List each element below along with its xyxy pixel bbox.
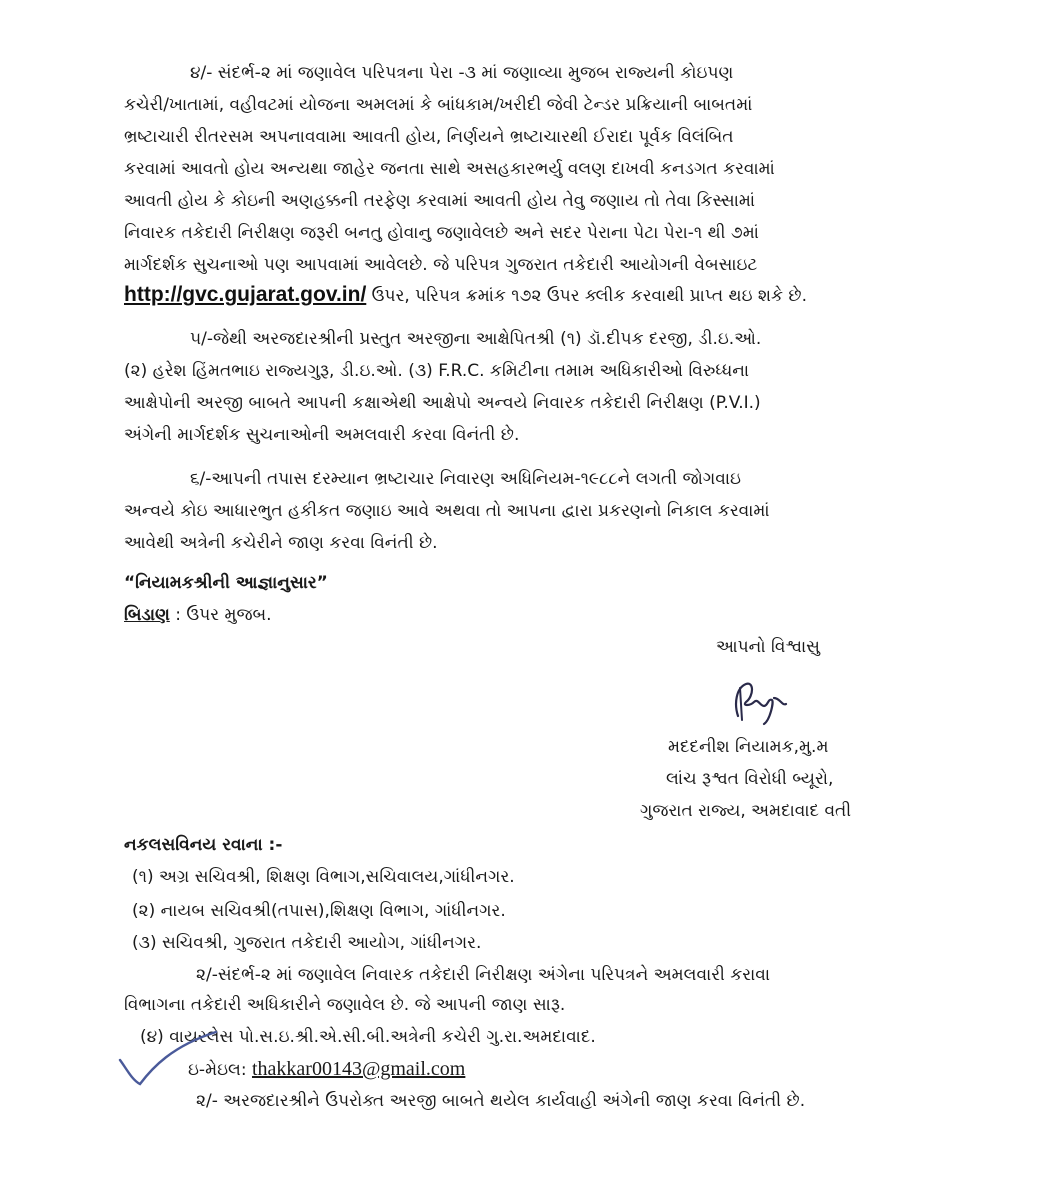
signatory-place: ગુજરાત રાજ્ય, અમદાવાદ વતી xyxy=(640,801,852,821)
para4-line-4: કરવામાં આવતો હોય અન્યથા જાહેર જનતા સાથે અસહકારભર્યુ વલણ દાખવી કનડગત કરવામાં xyxy=(124,159,775,179)
copy-item-1: (૧) અગ્ર સચિવશ્રી, શિક્ષણ વિભાગ,સચિવાલય,ગાંધીનગર. xyxy=(132,867,515,887)
para5-line-2: (૨) હરેશ હિંમતભાઇ રાજ્યગુરૂ, ડી.ઇ.ઓ. (૩) F.R.C. કમિટીના તમામ અધિકારીઓ વિરુધ્ધના xyxy=(124,361,750,381)
enclosure-label: બિડાણ xyxy=(124,605,170,625)
copy-item-2: (૨) નાયબ સચિવશ્રી(તપાસ),શિક્ષણ વિભાગ, ગાંધીનગર. xyxy=(132,901,506,921)
para4-line-7: માર્ગદર્શક સુચનાઓ પણ આપવામાં આવેલછે. જે પરિપત્ર ગુજરાત તકેદારી આયોગની વેબસાઇટ xyxy=(124,255,758,275)
para4-line-2: કચેરી/ખાતામાં, વહીવટમાં યોજના અમલમાં કે બાંધકામ/ખરીદી જેવી ટેન્ડર પ્રક્રિયાની બાબતમાં xyxy=(124,95,753,115)
signatory-designation: મદદનીશ નિયામક,મુ.મ xyxy=(668,737,829,757)
para6-line-1: ૬/-આપની તપાસ દરમ્યાન ભ્રષ્ટાચાર નિવારણ અધિનિયમ-૧૯૮૮ને લગતી જોગવાઇ xyxy=(190,469,741,489)
para6-line-2: અન્વયે કોઇ આધારભુત હકીકત જણાઇ આવે અથવા તો આપના દ્વારા પ્રકરણનો નિકાલ કરવામાં xyxy=(124,501,770,521)
email-line xyxy=(188,1054,465,1085)
para5-line-3: આક્ષેપોની અરજી બાબતે આપની કક્ષાએથી આક્ષેપો અન્વયે નિવારક તકેદારી નિરીક્ષણ (P.V.I.) xyxy=(124,393,761,413)
copy-item-3: (૩) સચિવશ્રી, ગુજરાત તકેદારી આયોગ, ગાંધીનગર. xyxy=(132,933,482,953)
copy-heading: નકલસવિનય રવાના :- xyxy=(124,835,283,855)
para4-line-6: નિવારક તકેદારી નિરીક્ષણ જરૂરી બનતુ હોવાનુ જણાવેલછે અને સદર પેરાના પેટા પેરા-૧ થી ૭માં xyxy=(124,223,759,243)
email-label: ઇ-મેઇલ: xyxy=(188,1060,252,1080)
website-link[interactable]: http://gvc.gujarat.gov.in/ xyxy=(124,283,367,306)
note2-line-2: વિભાગના તકેદારી અધિકારીને જણાવેલ છે. જે આપની જાણ સારૂ. xyxy=(124,995,566,1015)
email-value[interactable]: thakkar00143@gmail.com xyxy=(251,1058,466,1080)
signatory-office: લાંચ રૂશ્વત વિરોધી બ્યૂરો, xyxy=(666,769,834,789)
para4-line-8 xyxy=(124,280,807,311)
copy-item-4: (૪) વાયરલેસ પો.સ.ઇ.શ્રી.એ.સી.બી.અત્રેની કચેરી ગુ.રા.અમદાવાદ. xyxy=(140,1027,596,1047)
para5-line-1: ૫/-જેથી અરજદારશ્રીની પ્રસ્તુત અરજીના આક્ષેપિતશ્રી (૧) ડૉ.દીપક દરજી, ડી.ઇ.ઓ. xyxy=(190,329,762,349)
para6-line-3: આવેથી અત્રેની કચેરીને જાણ કરવા વિનંતી છે. xyxy=(124,533,438,553)
para5-line-4: અંગેની માર્ગદર્શક સુચનાઓની અમલવારી કરવા વિનંતી છે. xyxy=(124,425,520,445)
para4-after-link: ઉપર, પરિપત્ર ક્રમાંક ૧૭૨ ઉપર ક્લીક કરવાથી પ્રાપ્ત થઇ શકે છે. xyxy=(366,286,807,306)
enclosure-value: : ઉપર મુજબ. xyxy=(169,605,272,625)
note2-line-1: ૨/-સંદર્ભ-૨ માં જણાવેલ નિવારક તકેદારી નિરીક્ષણ અંગેના પરિપત્રને અમલવારી કરાવા xyxy=(196,965,771,985)
para4-line-3: ભ્રષ્ટાચારી રીતરસમ અપનાવવામા આવતી હોય, નિર્ણયને ભ્રષ્ટાચારથી ઈરાદા પૂર્વક વિલંબિત xyxy=(124,127,734,147)
para4-line-5: આવતી હોય કે કોઇની અણહક્કની તરફેણ કરવામાં આવતી હોય તેવુ જણાય તો તેવા કિસ્સામાં xyxy=(124,191,756,211)
note2b-line: ૨/- અરજદારશ્રીને ઉપરોક્ત અરજી બાબતે થયેલ કાર્યવાહી અંગેની જાણ કરવા વિનંતી છે. xyxy=(196,1091,806,1111)
order-line: “નિયામકશ્રીની આજ્ઞાનુસાર” xyxy=(124,573,328,593)
closing-salutation: આપનો વિશ્વાસુ xyxy=(716,637,820,657)
signature-image xyxy=(724,676,804,728)
enclosure-line xyxy=(124,600,272,630)
para4-line-1: ૪/- સંદર્ભ-૨ માં જણાવેલ પરિપત્રના પેરા -૩ માં જણાવ્યા મુજબ રાજ્યની કોઇપણ xyxy=(190,63,734,83)
pencil-tick-mark xyxy=(112,1024,222,1090)
